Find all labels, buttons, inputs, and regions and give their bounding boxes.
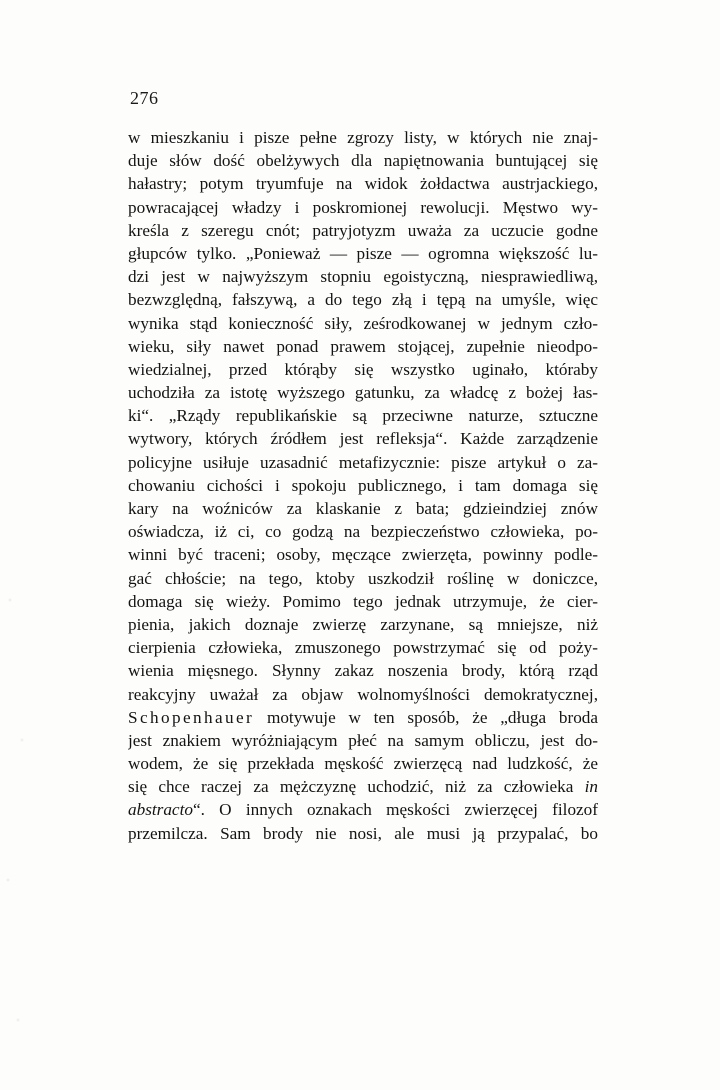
italic-in: in (584, 777, 598, 797)
text-line (128, 706, 598, 729)
text-line: wodem, że się przekłada męskość zwierzęcą nad ludzkość, że (128, 754, 598, 774)
text-line: pienia, jakich doznaje zwierzę zarzynane, są mniejsze, niż (128, 614, 598, 634)
text-line: wiedzialnej, przed którąby się wszystko uginało, któraby (128, 359, 598, 379)
scan-edge-noise (0, 560, 40, 1090)
text-line-rest: motywuje w ten sposób, że „długa broda (266, 707, 598, 727)
text-line: duje słów dość obelżywych dla napiętnowania buntującej się (128, 151, 598, 171)
page-number: 276 (130, 88, 159, 108)
text-line: ki“. „Rządy republikańskie są przeciwne naturze, sztuczne (128, 406, 598, 426)
text-line: dzi jest w najwyższym stopniu egoistyczną, niesprawiedliwą, (128, 267, 598, 287)
text-line: gać chłoście; na tego, ktoby uszkodził roślinę w doniczce, (128, 568, 598, 588)
text-line: powracającej władzy i poskromionej rewolucji. Męstwo wy- (128, 197, 598, 217)
text-line: hałastry; potym tryumfuje na widok żołdactwa austrjackiego, (128, 174, 598, 194)
text-line (128, 798, 598, 821)
author-name-spaced: Schopenhauer (128, 707, 255, 727)
text-line: w mieszkaniu i pisze pełne zgrozy listy, w których nie znaj- (128, 128, 598, 147)
text-line: cierpienia człowieka, zmuszonego powstrzymać się od poży- (128, 638, 598, 658)
text-line: oświadcza, iż ci, co godzą na bezpieczeństwo człowieka, po- (128, 522, 598, 542)
text-line: winni być traceni; osoby, męczące zwierzęta, powinny podle- (128, 545, 598, 565)
text-line-start: się chce raczej za mężczyznę uchodzić, niż za człowieka (128, 777, 574, 797)
text-line: uchodziła za istotę wyższego gatunku, za władcę z bożej łas- (128, 383, 598, 403)
text-line: wynika stąd konieczność siły, ześrodkowanej w jednym czło- (128, 313, 598, 333)
body-text (128, 126, 598, 845)
text-line: bezwzględną, fałszywą, a do tego złą i tępą na umyśle, więc (128, 290, 598, 310)
text-line: wieku, siły nawet ponad prawem stojącej, zupełnie nieodpo- (128, 336, 598, 356)
text-line-rest: “. O innych oznakach męskości zwierzęcej filozof (192, 800, 598, 820)
text-line: wienia mięsnego. Słynny zakaz noszenia brody, którą rząd (128, 661, 598, 681)
italic-abstracto: abstracto (128, 800, 193, 820)
text-line: przemilcza. Sam brody nie nosi, ale musi ją przypalać, bo (128, 823, 598, 843)
text-line: reakcyjny uważał za objaw wolnomyślności demokratycznej, (128, 684, 598, 704)
text-line: kreśla z szeregu cnót; patryjotyzm uważa za uczucie godne (128, 220, 598, 240)
text-line (128, 775, 598, 798)
text-line: jest znakiem wyróżniającym płeć na samym obliczu, jest do- (128, 730, 598, 750)
text-line: domaga się wieży. Pomimo tego jednak utrzymuje, że cier- (128, 591, 598, 611)
text-line: policyjne usiłuje uzasadnić metafizycznie: pisze artykuł o za- (128, 452, 598, 472)
text-line: wytwory, których źródłem jest refleksja“. Każde zarządzenie (128, 429, 598, 449)
text-line: kary na woźniców za klaskanie z bata; gdzieindziej znów (128, 499, 598, 518)
text-line: chowaniu cichości i spokoju publicznego, i tam domaga się (128, 475, 598, 495)
text-line: głupców tylko. „Ponieważ — pisze — ogromna większość lu- (128, 243, 598, 263)
